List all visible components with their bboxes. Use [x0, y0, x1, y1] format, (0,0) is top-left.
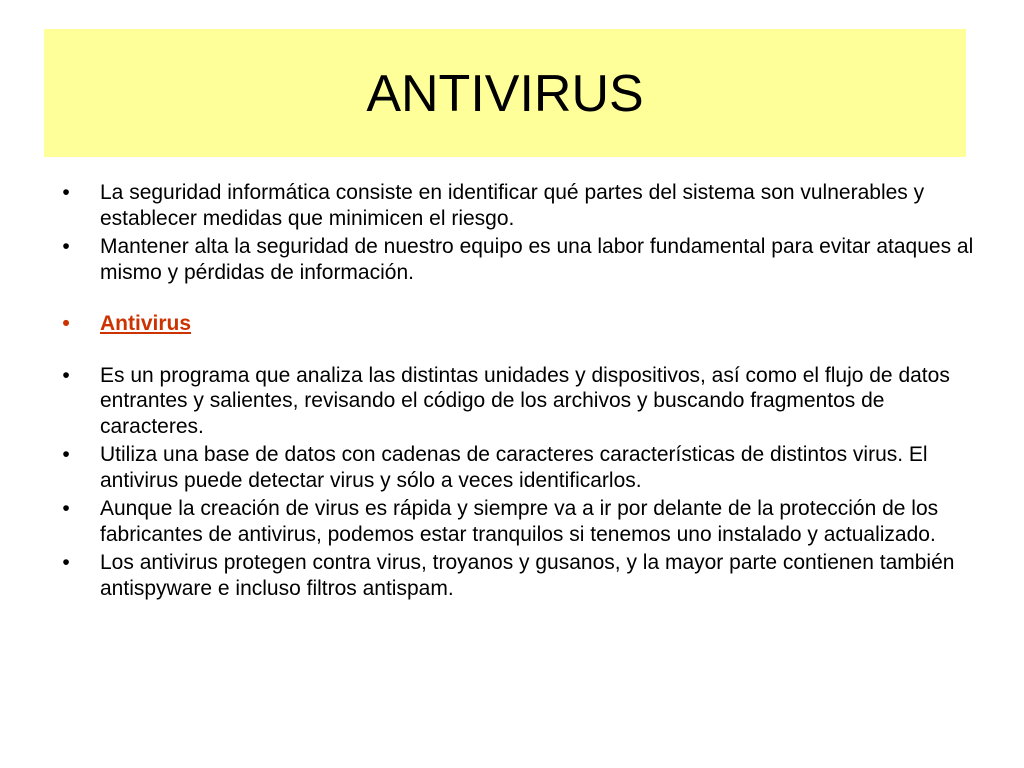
bullet-icon: • [62, 551, 70, 574]
section-heading: Antivirus [100, 312, 192, 335]
bullet-item [56, 363, 976, 440]
slide-title: ANTIVIRUS [366, 65, 644, 123]
bullet-list [56, 180, 976, 601]
bullet-item-antivirus-heading [56, 311, 976, 337]
bullet-item [56, 442, 976, 493]
bullet-item [56, 496, 976, 547]
bullet-icon: • [62, 363, 70, 387]
bullet-icon: • [62, 443, 70, 466]
bullet-text: Mantener alta la seguridad de nuestro equipo es una labor fundamental para evitar ataques al mismo y pérdidas de información. [100, 235, 974, 284]
bullet-item [56, 180, 976, 231]
bullet-text: Es un programa que analiza las distintas unidades y dispositivos, así como el flujo de datos entrantes y salientes, revisando el código de los archivos y buscando fragmentos de caracteres. [100, 363, 950, 438]
bullet-icon: • [62, 235, 70, 258]
bullet-text: Utiliza una base de datos con cadenas de caracteres características de distintos virus. El antivirus puede detectar virus y sólo a veces identificarlos. [100, 443, 928, 492]
bullet-icon: • [62, 181, 70, 204]
bullet-icon: • [62, 312, 70, 335]
slide-body [56, 180, 976, 604]
bullet-text: La seguridad informática consiste en identificar qué partes del sistema son vulnerables y establecer medidas que minimicen el riesgo. [100, 181, 925, 230]
title-banner [44, 29, 966, 157]
bullet-icon: • [62, 497, 70, 520]
bullet-text: Los antivirus protegen contra virus, troyanos y gusanos, y la mayor parte contienen también antispyware e incluso filtros antispam. [100, 551, 955, 600]
bullet-item [56, 234, 976, 285]
bullet-item [56, 550, 976, 601]
bullet-text: Aunque la creación de virus es rápida y siempre va a ir por delante de la protección de los fabricantes de antivirus, podemos estar tranquilos si tenemos uno instalado y actualizado. [100, 497, 939, 546]
